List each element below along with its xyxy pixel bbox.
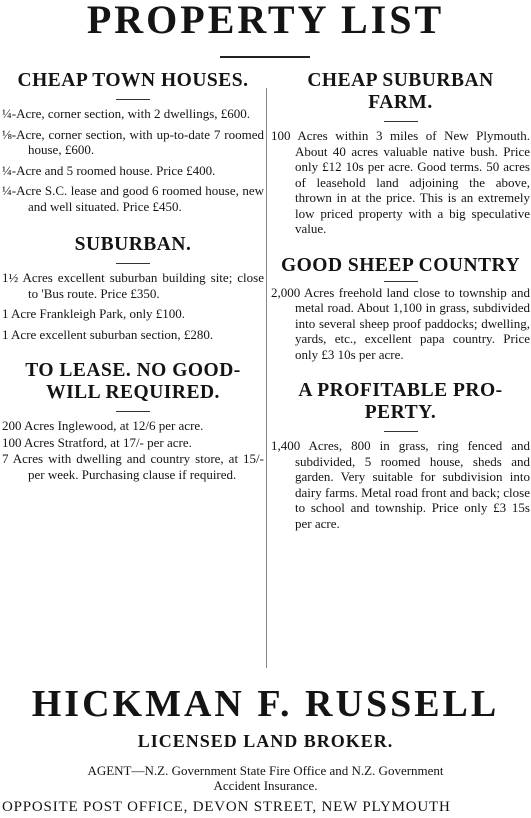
listing-item: 1 Acre excellent suburban section, £280. [2, 326, 214, 342]
listing-item: 1½ Acres excellent suburban building site; close to 'Bus route. Price £350. [2, 270, 264, 301]
listing-item: ¼-Acre, corner section, with 2 dwellings, £600. [2, 106, 251, 121]
listing-item: 100 Acres Stratford, at 17/- per acre. [2, 434, 192, 450]
agent-name: HICKMAN F. RUSSELL [31, 683, 500, 725]
suburban-heading: SUBURBAN. [74, 234, 192, 255]
section-divider [116, 411, 150, 412]
listing-item: 7 Acres with dwelling and country store, at 15/- per week. Purchasing clause if required. [2, 451, 264, 482]
town-houses-section [2, 70, 264, 214]
farm-heading-line2: FARM. [368, 92, 433, 113]
sheep-section [271, 255, 530, 363]
lease-heading-line2: WILL REQUIRED. [46, 382, 220, 403]
section-divider [116, 99, 150, 100]
farm-section [271, 70, 530, 237]
town-houses-heading: CHEAP TOWN HOUSES. [17, 70, 249, 91]
address: OPPOSITE POST OFFICE, DEVON STREET, NEW PLYMOUTH [2, 799, 451, 815]
listing-item: ⅛-Acre, corner section, with up-to-date 7 roomed house, £600. [2, 126, 264, 157]
listing-text: 2,000 Acres freehold land close to township and metal road. About 1,100 in grass, subdivided into several sheep proof paddocks; dwelling, yards, etc., excellent papa country. Price only £3 10s per acre. [271, 284, 530, 362]
listing-item: ¼-Acre S.C. lease and good 6 roomed house, new and well situated. Price £450. [2, 183, 264, 214]
title-divider [220, 56, 310, 58]
right-column [271, 70, 530, 531]
page-title: PROPERTY LIST [86, 0, 445, 42]
left-column [2, 70, 264, 487]
agent-line-1: AGENT—N.Z. Government State Fire Office and N.Z. Government [87, 763, 444, 778]
licensed-title: LICENSED LAND BROKER. [137, 731, 394, 751]
lease-heading-line1: TO LEASE. NO GOOD- [25, 360, 241, 381]
lease-section [2, 360, 264, 482]
suburban-section [2, 234, 264, 342]
section-divider [384, 431, 418, 432]
profitable-heading-line1: A PROFITABLE PRO- [298, 380, 503, 401]
listing-text: 100 Acres within 3 miles of New Plymouth. About 40 acres valuable native bush. Price only £12 10s per acre. Good terms. 50 acres of leasehold land adjoining the above, thrown in at the price. This is an extremely low priced property with a big speculative value. [271, 128, 530, 236]
profitable-section [271, 380, 530, 531]
agent-description [0, 763, 531, 793]
section-divider [384, 121, 418, 122]
listing-item: 200 Acres Inglewood, at 12/6 per acre. [2, 418, 204, 433]
agent-line-2: Accident Insurance. [213, 778, 318, 793]
section-divider [116, 263, 150, 264]
listing-text: 1,400 Acres, 800 in grass, ring fenced and subdivided, 5 roomed house, sheds and garden. Very suitable for subdivision into dairy farms. Metal road front and back; close to school and township. Price only £3 15s per acre. [271, 438, 530, 531]
column-divider [266, 88, 267, 668]
sheep-heading: GOOD SHEEP COUNTRY [280, 254, 521, 276]
farm-heading-line1: CHEAP SUBURBAN [307, 70, 494, 91]
profitable-heading-line2: PERTY. [364, 402, 437, 423]
section-divider [384, 281, 418, 282]
listing-item: 1 Acre Frankleigh Park, only £100. [2, 306, 186, 321]
listing-item: ¼-Acre and 5 roomed house. Price £400. [2, 162, 216, 178]
